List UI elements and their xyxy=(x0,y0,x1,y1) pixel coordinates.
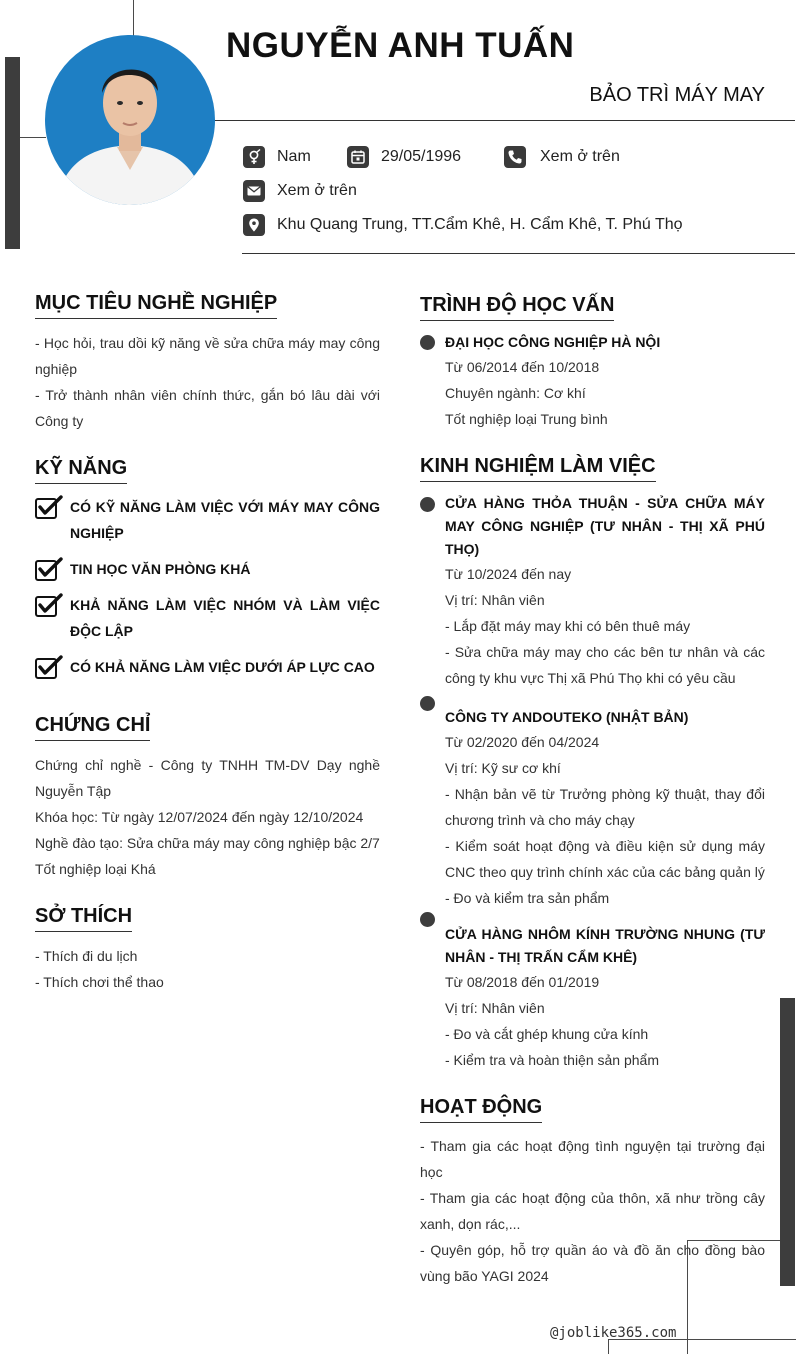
certificate-line: Khóa học: Từ ngày 12/07/2024 đến ngày 12/10/2024 xyxy=(35,809,364,825)
job-duty: - Kiểm tra và hoàn thiện sản phẩm xyxy=(445,1052,660,1068)
email-icon xyxy=(243,180,265,202)
gender-icon xyxy=(243,146,265,168)
email-item xyxy=(243,180,357,202)
skill-item xyxy=(35,494,380,546)
skill-item xyxy=(35,556,380,582)
skill-label: TIN HỌC VĂN PHÒNG KHÁ xyxy=(70,561,251,577)
job-position: Vị trí: Kỹ sư cơ khí xyxy=(445,760,561,776)
education-major: Chuyên ngành: Cơ khí xyxy=(445,385,586,401)
info-row-2 xyxy=(243,180,357,202)
skills-title: KỸ NĂNG xyxy=(35,457,127,484)
skill-label: KHẢ NĂNG LÀM VIỆC NHÓM VÀ LÀM VIỆC ĐỘC LẬP xyxy=(70,597,380,639)
job-duty: - Nhận bản vẽ từ Trưởng phòng kỹ thuật, thay đổi chương trình và cho máy chạy xyxy=(445,786,765,828)
info-row-1 xyxy=(243,146,620,168)
certificate-line: Tốt nghiệp loại Khá xyxy=(35,861,156,877)
left-deco-hline xyxy=(20,137,46,138)
location-icon xyxy=(243,214,265,236)
job-duty: - Sửa chữa máy may cho các bên tư nhân và các công ty khu vực Thị xã Phú Thọ khi có yêu cầu xyxy=(445,644,765,686)
job-title: BẢO TRÌ MÁY MAY xyxy=(589,84,765,106)
skill-item xyxy=(35,592,380,644)
phone-value: Xem ở trên xyxy=(540,148,620,165)
hobby-line: - Thích chơi thể thao xyxy=(35,974,164,990)
job-period: Từ 10/2024 đến nay xyxy=(445,566,572,582)
left-deco-bar xyxy=(5,57,20,249)
job-duty: - Đo và kiểm tra sản phẩm xyxy=(445,890,610,906)
skill-item xyxy=(35,654,380,680)
address-value: Khu Quang Trung, TT.Cẩm Khê, H. Cẩm Khê, T. Phú Thọ xyxy=(277,216,683,233)
job-position: Vị trí: Nhân viên xyxy=(445,592,545,608)
certificate-line: Chứng chỉ nghề - Công ty TNHH TM-DV Dạy nghề Nguyễn Tập xyxy=(35,757,380,799)
timeline-bullet xyxy=(420,696,435,711)
job-entry xyxy=(445,923,765,1073)
phone-item xyxy=(504,146,620,168)
address-item xyxy=(243,214,683,236)
education-grade: Tốt nghiệp loại Trung bình xyxy=(445,411,608,427)
objective-text xyxy=(35,330,380,434)
job-period: Từ 08/2018 đến 01/2019 xyxy=(445,974,600,990)
job-duty: - Kiểm soát hoạt động và điều kiện sử dụng máy CNC theo quy trình chính xác của các bảng quản lý xyxy=(445,838,765,880)
right-deco-bar xyxy=(780,998,795,1286)
birthday-value: 29/05/1996 xyxy=(381,148,462,165)
job-period: Từ 02/2020 đến 04/2024 xyxy=(445,734,600,750)
school-name: ĐẠI HỌC CÔNG NGHIỆP HÀ NỘI xyxy=(445,334,661,350)
objective-line: - Trở thành nhân viên chính thức, gắn bó lâu dài với Công ty xyxy=(35,387,380,429)
job-position: Vị trí: Nhân viên xyxy=(445,1000,545,1016)
certificates-title: CHỨNG CHỈ xyxy=(35,714,150,741)
calendar-icon xyxy=(347,146,369,168)
phone-icon xyxy=(504,146,526,168)
job-duty: - Đo và cắt ghép khung cửa kính xyxy=(445,1026,649,1042)
job-company: CỬA HÀNG NHÔM KÍNH TRƯỜNG NHUNG (TƯ NHÂN - THỊ TRẤN CẨM KHÊ) xyxy=(445,926,765,965)
job-company: CÔNG TY ANDOUTEKO (NHẬT BẢN) xyxy=(445,709,689,725)
hobby-line: - Thích đi du lịch xyxy=(35,948,138,964)
checkbox-checked-icon xyxy=(35,495,63,519)
skill-label: CÓ KHẢ NĂNG LÀM VIỆC DƯỚI ÁP LỰC CAO xyxy=(70,659,375,675)
objective-title: MỤC TIÊU NGHỀ NGHIỆP xyxy=(35,292,277,319)
objective-line: - Học hỏi, trau dồi kỹ năng về sửa chữa máy may công nghiệp xyxy=(35,335,380,377)
timeline-bullet xyxy=(420,497,435,512)
checkbox-checked-icon xyxy=(35,655,63,679)
watermark: @joblike365.com xyxy=(550,1325,677,1341)
header-divider xyxy=(215,120,795,121)
email-value: Xem ở trên xyxy=(277,182,357,199)
hobbies-title: SỞ THÍCH xyxy=(35,905,132,932)
activity-line: - Quyên góp, hỗ trợ quần áo và đồ ăn cho đồng bào vùng bão YAGI 2024 xyxy=(420,1242,765,1284)
birthday-item xyxy=(347,146,504,168)
job-entry xyxy=(445,492,765,691)
checkbox-checked-icon xyxy=(35,557,63,581)
certificate-line: Nghề đào tạo: Sửa chữa máy may công nghiệp bậc 2/7 xyxy=(35,835,380,851)
activity-line: - Tham gia các hoạt động tình nguyện tại trường đại học xyxy=(420,1138,765,1180)
candidate-name: NGUYỄN ANH TUẤN xyxy=(226,26,575,65)
top-deco-line xyxy=(133,0,134,36)
timeline-bullet xyxy=(420,912,435,927)
education-entry xyxy=(445,331,765,432)
gender-value: Nam xyxy=(277,148,311,165)
hobbies-text xyxy=(35,943,380,995)
corner-line-4 xyxy=(608,1339,609,1354)
job-entry xyxy=(445,706,765,911)
profile-photo xyxy=(45,35,215,205)
experience-title: KINH NGHIỆM LÀM VIỆC xyxy=(420,455,656,482)
info-divider xyxy=(242,253,795,254)
checkbox-checked-icon xyxy=(35,593,63,617)
info-row-3 xyxy=(243,214,683,236)
job-duty: - Lắp đặt máy may khi có bên thuê máy xyxy=(445,618,691,634)
job-company: CỬA HÀNG THỎA THUẬN - SỬA CHỮA MÁY MAY CÔNG NGHIỆP (TƯ NHÂN - THỊ XÃ PHÚ THỌ) xyxy=(445,495,765,557)
activity-line: - Tham gia các hoạt động của thôn, xã như trồng cây xanh, dọn rác,... xyxy=(420,1190,765,1232)
timeline-bullet xyxy=(420,335,435,350)
education-period: Từ 06/2014 đến 10/2018 xyxy=(445,359,600,375)
gender-item xyxy=(243,146,347,168)
certificates-text xyxy=(35,752,380,882)
education-title: TRÌNH ĐỘ HỌC VẤN xyxy=(420,294,614,321)
activities-title: HOẠT ĐỘNG xyxy=(420,1096,542,1123)
skill-label: CÓ KỸ NĂNG LÀM VIỆC VỚI MÁY MAY CÔNG NGHIỆP xyxy=(70,499,380,541)
activities-text xyxy=(420,1133,765,1289)
